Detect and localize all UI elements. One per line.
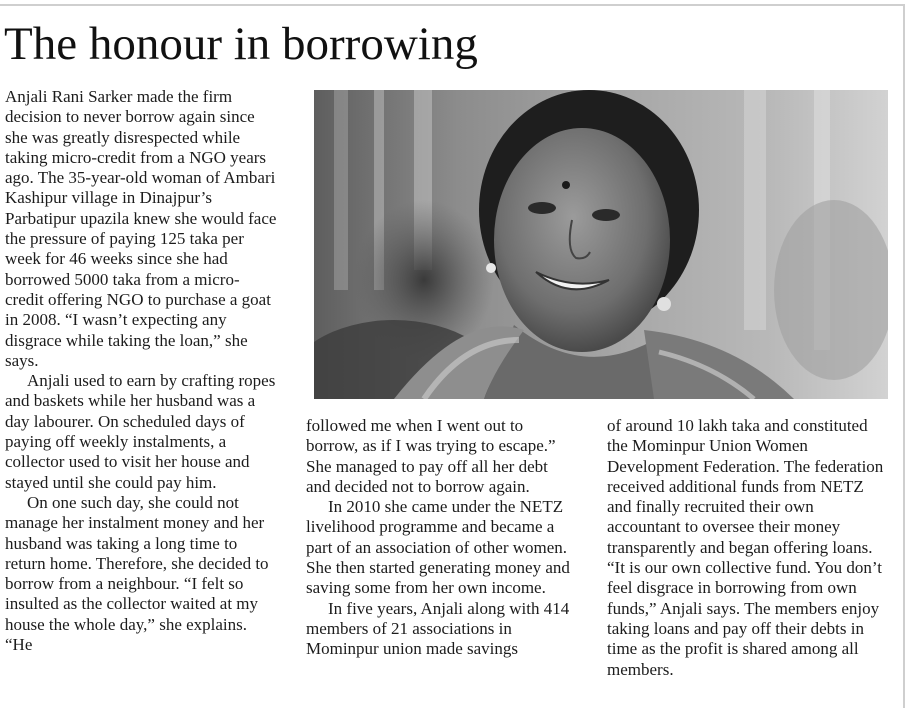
paragraph: In five years, Anjali along with 414 members of 21 associations in Mominpur union made savings (306, 598, 570, 659)
paragraph: On one such day, she could not manage her instalment money and her husband was taking a long time to return home. Therefore, she decided to borrow from a neighbour. “I felt so insulted as the collector waited at my house the whole day,” she explains. “He (5, 492, 269, 655)
paragraph: Anjali Rani Sarker made the firm decision to never borrow again since she was greatly disrespected while taking micro-credit from a NGO years ago. The 35-year-old woman of Ambari Kashipur village in Dinajpur’s Parbatipur upazila knew she would face the pressure of paying 125 taka per week for 46 weeks since she had borrowed 5000 taka from a micro-credit offering NGO to purchase a goat in 2008. “I wasn’t expecting any disgrace while taking the loan,” she says. (5, 87, 277, 370)
portrait-photo-icon (314, 90, 888, 399)
headline: The honour in borrowing (4, 18, 478, 70)
paragraph: of around 10 lakh taka and constituted the Mominpur Union Women Development Federation. The federation received additional funds from NETZ and finally recruited their own accountant to oversee their money transparently and began offering loans. “It is our own collective fund. You don’t feel disgrace in borrowing from own funds,” Anjali says. The members enjoy taking loans and pay off their debts in time as the profit is shared among all members. (607, 416, 884, 679)
article-column-2 (306, 416, 576, 660)
article-column-1 (5, 87, 277, 655)
paragraph: In 2010 she came under the NETZ livelihood programme and became a part of an association of other women. She then started generating money and saving some from her own income. (306, 497, 570, 598)
paragraph: Anjali used to earn by crafting ropes and baskets while her husband was a day labourer. On scheduled days of paying off weekly instalments, a collector used to visit her house and stayed until she could pay him. (5, 371, 276, 492)
article-column-3 (607, 416, 885, 680)
paragraph: followed me when I went out to borrow, as if I was trying to escape.” She managed to pay off all her debt and decided not to borrow again. (306, 416, 556, 496)
article-photo (314, 90, 888, 399)
